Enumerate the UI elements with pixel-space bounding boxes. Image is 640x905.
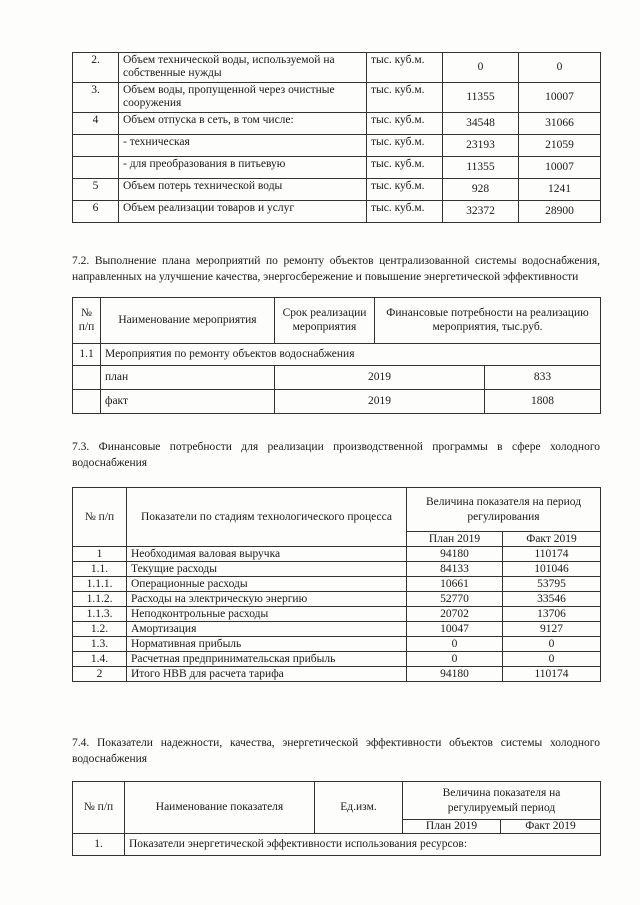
- row-value-1: 11355: [443, 157, 519, 179]
- group-num: 1.1: [73, 344, 101, 366]
- row-name: - для преобразования в питьевую: [119, 157, 367, 179]
- row-num: 1.1.3.: [73, 607, 127, 622]
- row-unit: тыс. куб.м.: [367, 113, 443, 135]
- section-7-2-text: 7.2. Выполнение плана мероприятий по ремонту объектов централизованной системы водоснабжения, направленных на улучшение качества, энергосбережение и повышение энергетической эффективности: [72, 255, 600, 283]
- row-value-1: 23193: [443, 135, 519, 157]
- header-indicator: Показатели по стадиям технологического процесса: [127, 488, 407, 547]
- repair-plan-table: [72, 297, 601, 414]
- row-unit: тыс. куб.м.: [367, 157, 443, 179]
- row-num: 5: [73, 179, 119, 201]
- row-name: Объем реализации товаров и услуг: [119, 201, 367, 223]
- row-num: [73, 157, 119, 179]
- row-plan: 10661: [407, 577, 503, 592]
- row-num: 1.1.: [73, 562, 127, 577]
- section-7-4-text: 7.4. Показатели надежности, качества, энергетической эффективности объектов системы холодного водоснабжения: [72, 737, 600, 765]
- row-num: 2.: [73, 53, 119, 83]
- row-name: Расходы на электрическую энергию: [127, 592, 407, 607]
- row-name: Объем отпуска в сеть, в том числе:: [119, 113, 367, 135]
- table-row: [73, 637, 601, 652]
- table-row: [73, 113, 601, 135]
- table-row: [73, 547, 601, 562]
- plan-year: 2019: [275, 366, 485, 390]
- table-row: [73, 201, 601, 223]
- row-name: Неподконтрольные расходы: [127, 607, 407, 622]
- reliability-table: [72, 781, 601, 856]
- row-unit: тыс. куб.м.: [367, 179, 443, 201]
- header-num: № п/п: [73, 782, 125, 834]
- row-name: Амортизация: [127, 622, 407, 637]
- header-unit: Ед.изм.: [315, 782, 403, 834]
- table-row: [73, 157, 601, 179]
- row-plan: 94180: [407, 667, 503, 682]
- table-row: [73, 667, 601, 682]
- header-period: Величина показателя на регулируемый период: [403, 782, 601, 820]
- row-fact: 101046: [503, 562, 601, 577]
- header-num: № п/п: [73, 488, 127, 547]
- plan-label: план: [101, 366, 275, 390]
- table-row: [73, 592, 601, 607]
- row-value-1: 928: [443, 179, 519, 201]
- fact-value: 1808: [485, 390, 601, 414]
- row-plan: 84133: [407, 562, 503, 577]
- table-row: [73, 622, 601, 637]
- row-value-2: 21059: [519, 135, 601, 157]
- water-volume-table: [72, 52, 601, 223]
- row-unit: тыс. куб.м.: [367, 53, 443, 83]
- row-name: Нормативная прибыль: [127, 637, 407, 652]
- row-fact: 0: [503, 652, 601, 667]
- water-volume-table-body: [73, 53, 601, 223]
- row-name: Объем потерь технической воды: [119, 179, 367, 201]
- row-value-2: 10007: [519, 157, 601, 179]
- table-row: [73, 83, 601, 113]
- row-unit: тыс. куб.м.: [367, 201, 443, 223]
- row-num: 1.: [73, 834, 125, 856]
- row-num: 1.3.: [73, 637, 127, 652]
- table-row: [73, 577, 601, 592]
- row-value-1: 32372: [443, 201, 519, 223]
- row-unit: тыс. куб.м.: [367, 83, 443, 113]
- row-num: 3.: [73, 83, 119, 113]
- row-fact: 110174: [503, 667, 601, 682]
- financial-needs-table: [72, 487, 601, 682]
- row-num: [73, 135, 119, 157]
- row-num: 2: [73, 667, 127, 682]
- row-num: 1.1.1.: [73, 577, 127, 592]
- row-fact: 53795: [503, 577, 601, 592]
- row-value-1: 0: [443, 53, 519, 83]
- plan-value: 833: [485, 366, 601, 390]
- header-plan: План 2019: [407, 532, 503, 547]
- header-period: Величина показателя на период регулирования: [407, 488, 601, 532]
- section-7-3-text: 7.3. Финансовые потребности для реализации производственной программы в сфере холодного водоснабжения: [72, 441, 600, 469]
- row-value-2: 10007: [519, 83, 601, 113]
- row-name: Расчетная предпринимательская прибыль: [127, 652, 407, 667]
- table-row: [73, 607, 601, 622]
- header-event-name: Наименование мероприятия: [101, 298, 275, 344]
- row-value-1: 34548: [443, 113, 519, 135]
- row-fact: 110174: [503, 547, 601, 562]
- row-value-2: 31066: [519, 113, 601, 135]
- row-fact: 9127: [503, 622, 601, 637]
- row-num: 1.4.: [73, 652, 127, 667]
- table-row: [73, 179, 601, 201]
- table-row: [73, 53, 601, 83]
- table-row: [73, 135, 601, 157]
- header-fact: Факт 2019: [503, 532, 601, 547]
- row-value-2: 0: [519, 53, 601, 83]
- header-financing: Финансовые потребности на реализацию мероприятия, тыс.руб.: [375, 298, 601, 344]
- row-num: 4: [73, 113, 119, 135]
- row-name: Объем воды, пропущенной через очистные сооружения: [119, 83, 367, 113]
- table-row: [73, 652, 601, 667]
- row-fact: 0: [503, 637, 601, 652]
- row-plan: 94180: [407, 547, 503, 562]
- row-value-2: 1241: [519, 179, 601, 201]
- row-fact: 13706: [503, 607, 601, 622]
- group-name: Мероприятия по ремонту объектов водоснабжения: [101, 344, 601, 366]
- table-row: [73, 562, 601, 577]
- financial-needs-table-body: [73, 547, 601, 682]
- row-num: 1: [73, 547, 127, 562]
- header-indicator-name: Наименование показателя: [125, 782, 315, 834]
- row-plan: 20702: [407, 607, 503, 622]
- header-num: № п/п: [73, 298, 101, 344]
- row-value-1: 11355: [443, 83, 519, 113]
- row-unit: тыс. куб.м.: [367, 135, 443, 157]
- row-num: 1.1.2.: [73, 592, 127, 607]
- header-term: Срок реализации мероприятия: [275, 298, 375, 344]
- row-name: Показатели энергетической эффективности использования ресурсов:: [125, 834, 601, 856]
- row-plan: 52770: [407, 592, 503, 607]
- row-name: Объем технической воды, используемой на собственные нужды: [119, 53, 367, 83]
- row-num: 6: [73, 201, 119, 223]
- row-name: Текущие расходы: [127, 562, 407, 577]
- fact-label: факт: [101, 390, 275, 414]
- row-plan: 10047: [407, 622, 503, 637]
- header-fact: Факт 2019: [501, 820, 601, 834]
- row-name: Итого НВВ для расчета тарифа: [127, 667, 407, 682]
- row-name: Необходимая валовая выручка: [127, 547, 407, 562]
- row-name: Операционные расходы: [127, 577, 407, 592]
- row-num: 1.2.: [73, 622, 127, 637]
- row-plan: 0: [407, 652, 503, 667]
- header-plan: План 2019: [403, 820, 501, 834]
- row-name: - техническая: [119, 135, 367, 157]
- row-value-2: 28900: [519, 201, 601, 223]
- fact-year: 2019: [275, 390, 485, 414]
- row-plan: 0: [407, 637, 503, 652]
- row-fact: 33546: [503, 592, 601, 607]
